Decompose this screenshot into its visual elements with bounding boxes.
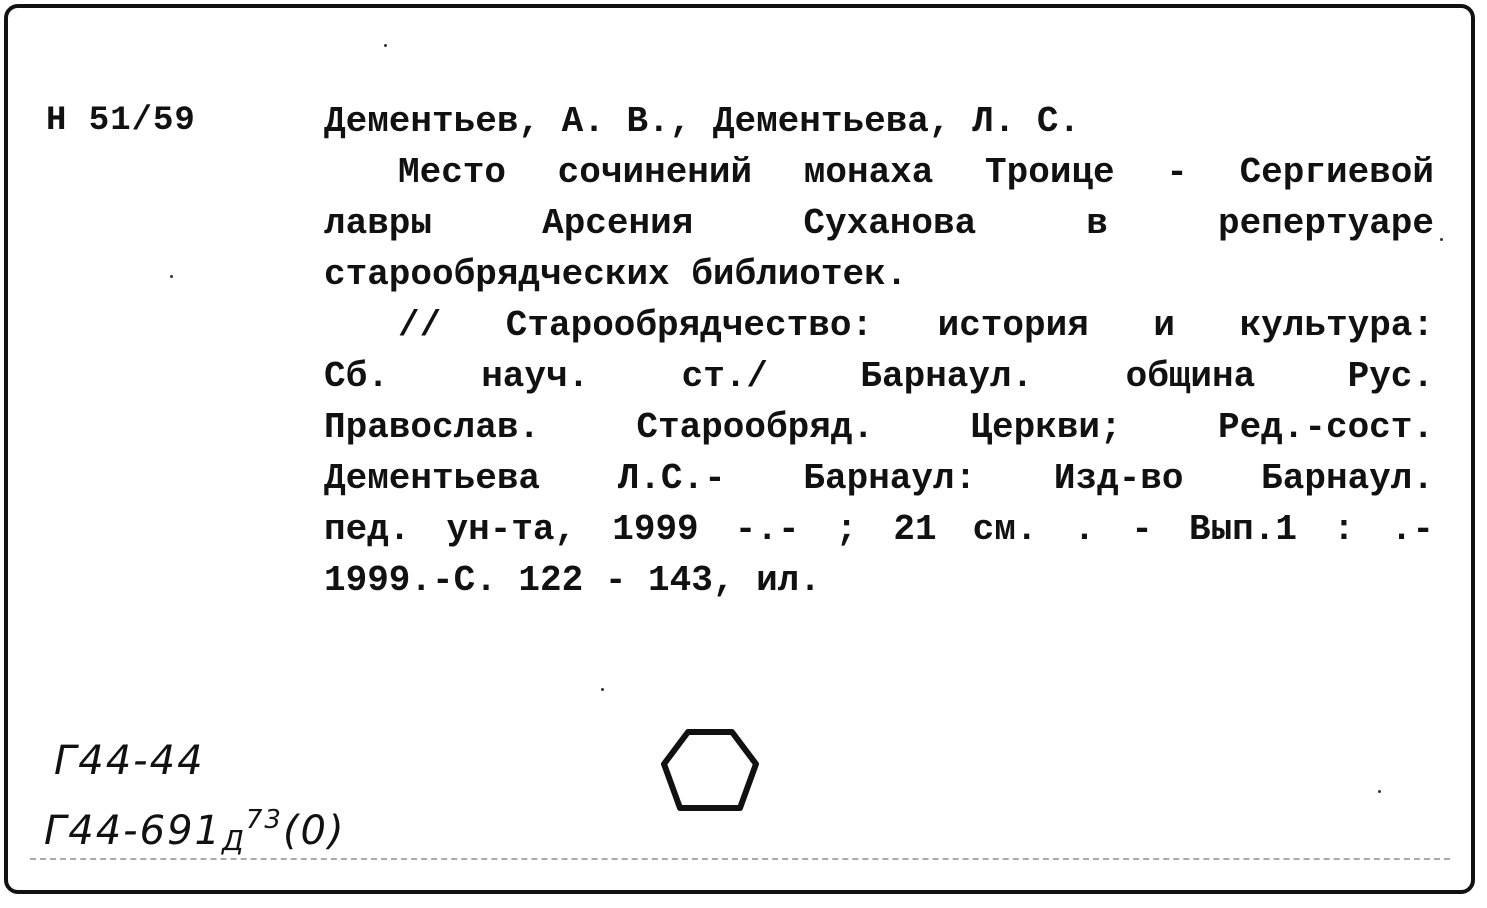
handwritten-code-1: Г44-44 (54, 738, 205, 784)
title-line-1: Место сочинений монаха Троице - Сергиевой (398, 152, 1434, 193)
speck (1378, 790, 1381, 793)
bibliographic-entry (324, 96, 1434, 606)
shelf-mark: Н 51/59 (46, 102, 196, 140)
handwritten-code-2-sub: Д (221, 824, 246, 857)
source-line-1: // Старообрядчество: история и культура: (398, 305, 1434, 346)
title-line-3: старообрядческих библиотек. (324, 254, 908, 295)
handwritten-code-2 (44, 805, 346, 857)
handwritten-code-2-suffix: (0) (282, 808, 346, 854)
source-line-6: 1999.-С. 122 - 143, ил. (324, 560, 821, 601)
source-line-3: Православ. Старообряд. Церкви; Ред.-сост. (324, 407, 1434, 448)
source-line-5: пед. ун-та, 1999 -.- ; 21 см. . - Вып.1 : .- (324, 509, 1434, 550)
speck (1440, 238, 1443, 241)
title-line-2: лавры Арсения Суханова в репертуаре (324, 203, 1434, 244)
octagon-stamp-icon (658, 724, 762, 820)
speck (601, 688, 604, 691)
source-line-4: Дементьева Л.С.- Барнаул: Изд-во Барнаул. (324, 458, 1434, 499)
authors-line: Дементьев, А. В., Дементьева, Л. С. (324, 101, 1081, 142)
handwritten-code-2-main: Г44-691 (44, 808, 222, 854)
source-line-2: Сб. науч. ст./ Барнаул. община Рус. (324, 356, 1434, 397)
speck (170, 275, 173, 278)
speck (384, 44, 387, 47)
handwritten-code-2-sup: 73 (245, 805, 283, 835)
bottom-dotted-rule (30, 858, 1450, 860)
